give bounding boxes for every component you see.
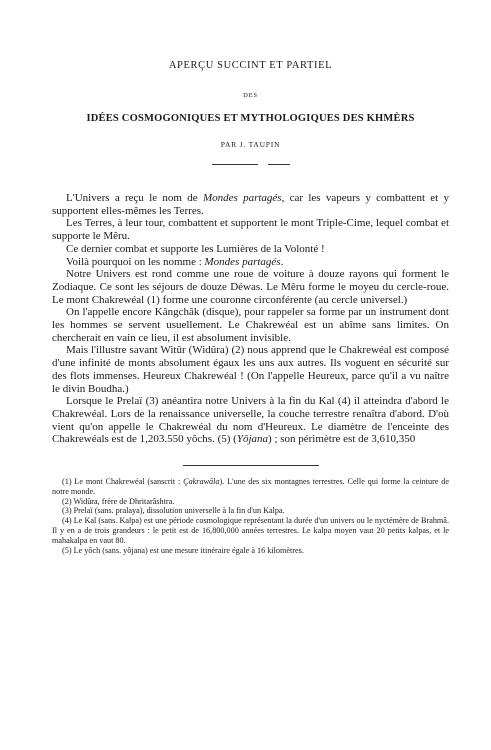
separator-short bbox=[268, 164, 290, 165]
text-run: On l'appelle encore Kângchâk (disque), pour rappeler sa forme par un instrument dont les hommes se servent usuellement. Le Chakrewéal est un abîme sans limites. On chercherait en vain ce lieu, il est absolument invisible. bbox=[52, 306, 449, 344]
text-run: (5) Le yôch (sans. yôjana) est une mesure itinéraire égale à 16 kilomètres. bbox=[62, 545, 304, 555]
article-subtitle: IDÉES COSMOGONIQUES ET MYTHOLOGIQUES DES KHMÈRS bbox=[86, 113, 415, 124]
italic-text: Yôjana bbox=[236, 433, 269, 446]
footnote bbox=[52, 506, 449, 516]
italic-text: Çakrawâla bbox=[183, 477, 220, 487]
text-run: Lorsque le Prelaï (3) anéantira notre Univers à la fin du Kal (4) il atteindra d'abord le Chakrewéal. Lors de la renaissance universelle, la couche terrestre renaîtra d'abord. D'où vient qu'on appelle le Chakrewéal du nom d'Heureux. Le diamètre de l'enceinte des Chakrewéals est de 1,203.550 yôchs. (5) ( bbox=[52, 395, 449, 446]
title-separator bbox=[52, 164, 449, 166]
paragraph bbox=[52, 268, 449, 306]
paragraph bbox=[52, 344, 449, 395]
article-body bbox=[52, 192, 449, 446]
text-run: Les Terres, à leur tour, combattent et supportent le mont Triple-Cime, lequel combat et supporte le Mêru. bbox=[52, 217, 449, 243]
text-run: . bbox=[280, 255, 284, 268]
article-title: APERÇU SUCCINT ET PARTIEL bbox=[168, 60, 333, 71]
text-run: Ce dernier combat et supporte les Lumières de la Volonté ! bbox=[66, 242, 325, 255]
text-run: Notre Univers est rond comme une roue de voiture à douze rayons qui forment le Zodiaque. Ce sont les séjours de douze Déwas. Le Mêru forme le moyeu du cercle-roue. Le mont Chakrewéal (1) forme une couronne circonférente (au cercle universel.) bbox=[52, 268, 449, 306]
footnote bbox=[52, 516, 449, 545]
text-run: (3) Prelaï (sans. pralaya), dissolution universelle à la fin d'un Kalpa. bbox=[62, 506, 285, 516]
paragraph bbox=[52, 217, 449, 242]
paragraph bbox=[52, 306, 449, 344]
text-run: Voilà pourquoi on les nomme : bbox=[66, 255, 205, 268]
text-run: , car les vapeurs y combattent et y supportent elles-mêmes les Terres. bbox=[52, 192, 450, 217]
footnote bbox=[52, 546, 449, 556]
footnote bbox=[52, 497, 449, 507]
footnote bbox=[52, 477, 449, 497]
separator-long bbox=[212, 164, 258, 165]
article-author: PAR J. TAUPIN bbox=[220, 140, 281, 149]
text-run: L'Univers a reçu le nom de bbox=[66, 192, 203, 204]
article-title-des: DES bbox=[243, 92, 258, 99]
footnote-separator bbox=[183, 465, 319, 466]
text-run: ) ; son périmètre est de 3,610,350 bbox=[268, 433, 416, 446]
text-run: (1) Le mont Chakrewéal (sanscrit : bbox=[62, 477, 184, 487]
footnotes bbox=[52, 477, 449, 555]
paragraph bbox=[52, 256, 449, 269]
italic-text: Mondes partagés bbox=[202, 192, 282, 204]
text-run: (2) Widûra, frère de Dhritarâshtra. bbox=[62, 496, 175, 506]
italic-text: Mondes partagés bbox=[204, 255, 281, 268]
paragraph bbox=[52, 395, 449, 446]
paragraph bbox=[52, 243, 449, 256]
text-run: Mais l'illustre savant Witûr (Widûra) (2) nous apprend que le Chakrewéal est composé d'une infinité de monts absolument égaux les uns aux autres. Ils voguent en sécurité sur des flots immenses. Heureux Chakrewéal ! (On l'appelle Heureux, parce qu'il a vu naître le divin Boudha.) bbox=[52, 344, 449, 395]
text-run: ). L'une des six montagnes terrestres. Celle qui forme la ceinture de notre monde. bbox=[52, 477, 450, 496]
paragraph bbox=[52, 192, 449, 217]
text-run: (4) Le Kal (sans. Kalpa) est une période cosmologique représentant la durée d'un univers ou le nyctémère de Brahmâ. Il y en a de trois grandeurs : le petit est de 16,800,000 années terrestres. Le kalpa moyen vaut 20 petits kalpas, et le mahakalpa en vaut 80. bbox=[52, 516, 449, 545]
